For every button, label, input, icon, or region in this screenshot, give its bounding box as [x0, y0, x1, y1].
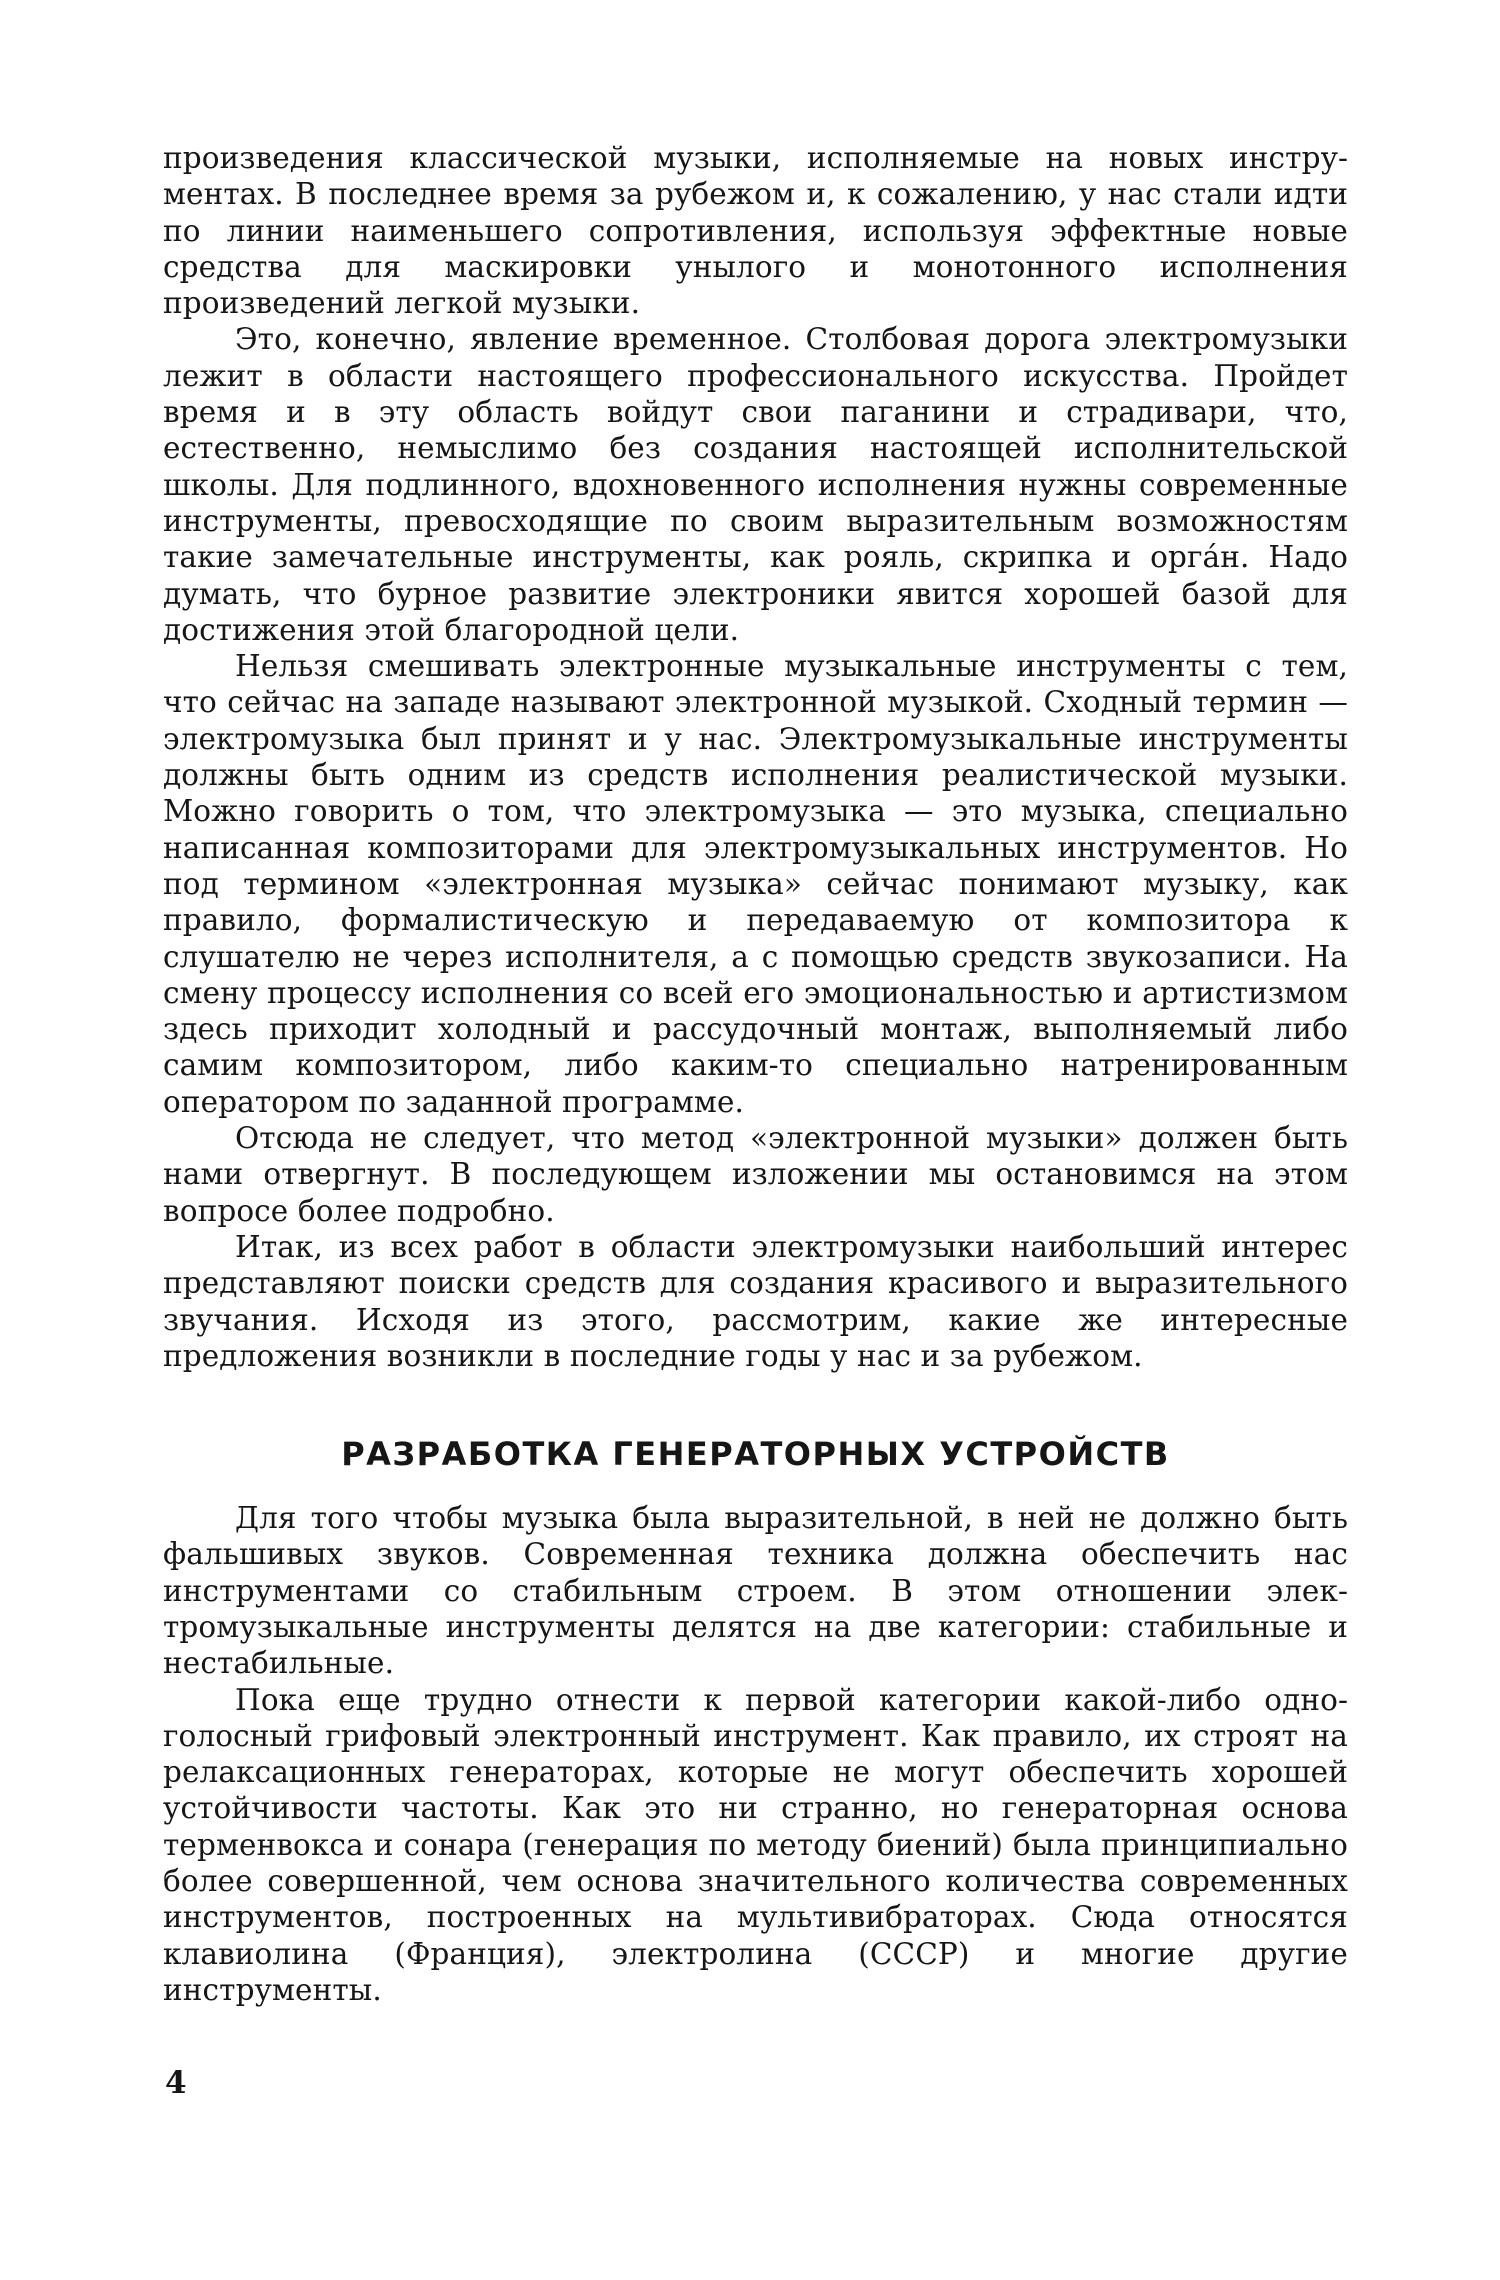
- paragraph-stable-tuning: Для того чтобы музыка была выразительной, в ней не должно быть фальшивых звуков. Современная техника должна обеспечить нас инструментами со стабильным строем. В этом отношении электромузыкальные инструменты делятся на две категории: стабильные и нестабильные.: [163, 1501, 1348, 1681]
- page-number: 4: [165, 2065, 187, 2101]
- paragraph-electromusic-road: Это, конечно, явление временное. Столбовая дорога электромузыки лежит в области настоящего профессионального искусства. Пройдет время и в эту область войдут свои паганини и страдивари, что, естественно, немыслимо без создания настоящей исполнительской школы. Для подлинного, вдохновенного исполнения нужны современные инструменты, превосходящие по своим выразительным возможностям такие замечательные инструменты, как рояль, скрипка и орга́н. Надо думать, что бурное развитие электроники явится хорошей базой для достижения этой благородной цели.: [163, 322, 1348, 647]
- paragraph-continuation: произведения классической музыки, исполняемые на новых инструментах. В последнее время за рубежом и, к сожалению, у нас стали идти по линии наименьшего сопротивления, используя эффектные новые средства для маскировки унылого и монотонного исполнения произведений легкой музыки.: [163, 141, 1348, 321]
- paragraph-search-for-sound: Итак, из всех работ в области электромузыки наибольший интерес представляют поиски средств для создания красивого и выразительного звучания. Исходя из этого, рассмотрим, какие же интересные предложения возникли в последние годы у нас и за рубежом.: [163, 1229, 1348, 1373]
- paragraph-method-not-rejected: Отсюда не следует, что метод «электронной музыки» должен быть нами отвергнут. В последующем изложении мы остановимся на этом вопросе более подробно.: [163, 1121, 1348, 1228]
- paragraph-electronic-music-distinction: Нельзя смешивать электронные музыкальные инструменты с тем, что сейчас на западе называют электронной музыкой. Сходный термин — электромузыка был принят и у нас. Электромузыкальные инструменты должны быть одним из средств исполнения реалистической музыки. Можно говорить о том, что электромузыка — это музыка, специально написанная композиторами для электромузыкальных инструментов. Но под термином «электронная музыка» сейчас понимают музыку, как правило, формалистическую и передаваемую от композитора к слушателю не через исполнителя, а с помощью средств звукозаписи. На смену процессу исполнения со всей его эмоциональностью и артистизмом здесь приходит холодный и рассудочный монтаж, выполняемый либо самим композитором, либо каким-то специально натренированным оператором по заданной программе.: [163, 649, 1348, 1119]
- page-body: [163, 140, 1348, 2140]
- section-heading: РАЗРАБОТКА ГЕНЕРАТОРНЫХ УСТРОЙСТВ: [341, 1435, 1170, 1474]
- paragraph-generator-types: Пока еще трудно отнести к первой категории какой-либо одноголосный грифовый электронный инструмент. Как правило, их строят на релаксационных генераторах, которые не могут обеспечить хорошей устойчивости частоты. Как это ни странно, но генераторная основа терменвокса и сонара (генерация по методу биений) была принципиально более совершенной, чем основа значительного количества современных инструментов, построенных на мультивибраторах. Сюда относятся клавиолина (Франция), электролина (СССР) и многие другие инструменты.: [163, 1682, 1348, 2007]
